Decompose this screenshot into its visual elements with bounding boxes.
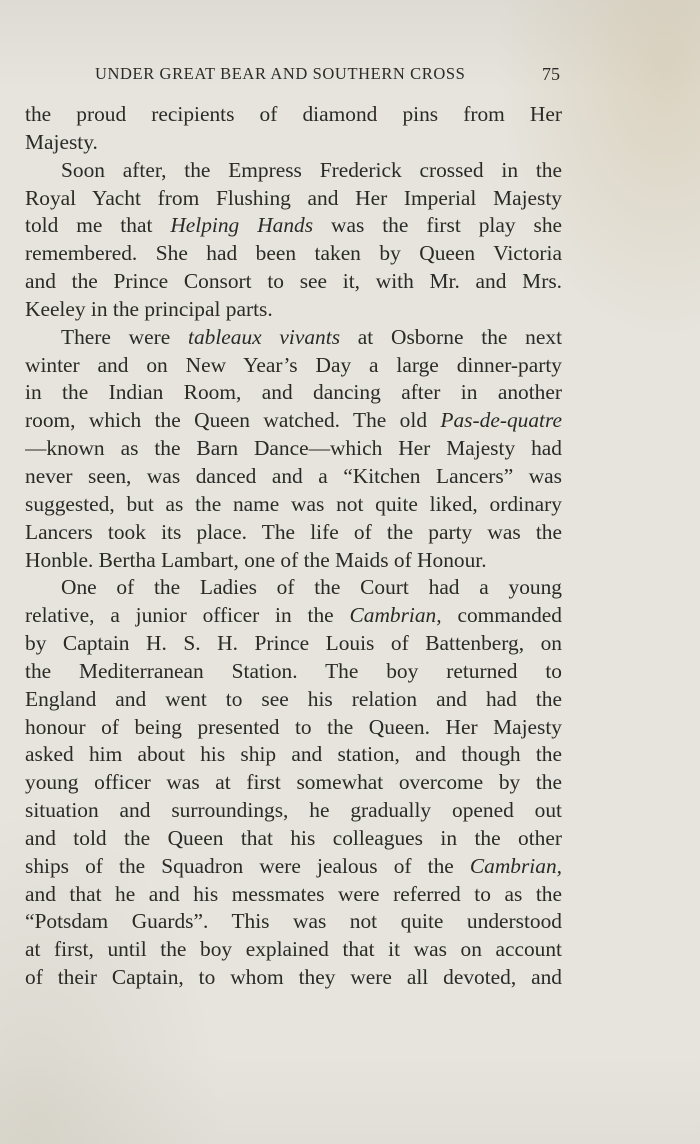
text-line xyxy=(25,463,562,491)
text-line xyxy=(25,714,562,742)
text-run: Honble. Bertha Lambart, one of the Maids of Honour. xyxy=(25,547,487,572)
text-line xyxy=(25,407,562,435)
text-run: relative, a junior officer in the xyxy=(25,603,350,628)
text-line xyxy=(25,853,562,881)
italic-text: Helping Hands xyxy=(170,213,314,238)
text-line xyxy=(25,964,562,992)
text-run: in the Indian Room, and dancing after in another xyxy=(25,380,562,405)
text-line xyxy=(25,630,562,658)
text-run: remembered. She had been taken by Queen Victoria xyxy=(25,241,562,266)
text-line xyxy=(25,240,562,268)
text-line xyxy=(25,435,562,463)
text-run: at first, until the boy explained that it was on account xyxy=(25,937,562,962)
text-line xyxy=(25,686,562,714)
text-line xyxy=(25,825,562,853)
text-line xyxy=(25,547,562,575)
text-run: was the first play she xyxy=(313,213,562,238)
text-run: Soon after, the Empress Frederick crossed in the xyxy=(61,157,562,182)
text-line xyxy=(25,212,562,240)
text-run: situation and surroundings, he gradually opened out xyxy=(25,798,562,823)
text-line xyxy=(25,157,562,185)
text-line xyxy=(25,519,562,547)
text-run: the Mediterranean Station. The boy returned to xyxy=(25,658,562,683)
text-line xyxy=(25,797,562,825)
text-line xyxy=(25,658,562,686)
text-run: young officer was at first somewhat overcome by the xyxy=(25,770,562,795)
text-run: One of the Ladies of the Court had a young xyxy=(61,575,562,600)
italic-text: tableaux vivants xyxy=(188,324,341,349)
text-run: England and went to see his relation and had the xyxy=(25,686,562,711)
text-line xyxy=(25,602,562,630)
text-run: and told the Queen that his colleagues in the other xyxy=(25,825,562,850)
text-run: by Captain H. S. H. Prince Louis of Battenberg, on xyxy=(25,631,562,656)
text-line xyxy=(25,296,562,324)
text-run: Majesty. xyxy=(25,129,98,154)
text-run: and the Prince Consort to see it, with Mr. and Mrs. xyxy=(25,269,562,294)
text-run: and that he and his messmates were referred to as the xyxy=(25,881,562,906)
text-run: Lancers took its place. The life of the party was the xyxy=(25,519,562,544)
text-line xyxy=(25,379,562,407)
text-run: suggested, but as the name was not quite liked, ordinary xyxy=(25,491,562,516)
text-line xyxy=(25,101,562,129)
text-line xyxy=(25,881,562,909)
text-line xyxy=(25,769,562,797)
text-line xyxy=(25,908,562,936)
running-head: UNDER GREAT BEAR AND SOUTHERN CROSS xyxy=(95,64,466,83)
text-run: told me that xyxy=(25,213,171,238)
text-line xyxy=(25,574,562,602)
text-line xyxy=(25,268,562,296)
text-line xyxy=(25,129,562,157)
text-run: never seen, was danced and a “Kitchen Lancers” was xyxy=(25,463,562,488)
text-line xyxy=(25,185,562,213)
body-text xyxy=(25,101,562,992)
italic-text: Pas-de-quatre xyxy=(440,408,562,433)
text-run: Keeley in the principal parts. xyxy=(25,296,273,321)
text-run: the proud recipients of diamond pins from Her xyxy=(25,102,562,126)
text-run: room, which the Queen watched. The old xyxy=(25,408,441,433)
italic-text: Cambrian, xyxy=(349,603,442,628)
text-line xyxy=(25,741,562,769)
text-run: “Potsdam Guards”. This was not quite understood xyxy=(25,909,562,934)
text-line xyxy=(25,352,562,380)
text-run: ships of the Squadron were jealous of the xyxy=(25,853,470,878)
text-line xyxy=(25,936,562,964)
text-run: commanded xyxy=(441,603,562,628)
text-run: Royal Yacht from Flushing and Her Imperial Majesty xyxy=(25,185,562,210)
page-number: 75 xyxy=(542,64,560,84)
text-run: asked him about his ship and station, and though the xyxy=(25,742,562,767)
text-run: at Osborne the next xyxy=(340,324,562,349)
italic-text: Cambrian, xyxy=(469,853,562,878)
text-run: winter and on New Year’s Day a large dinner-party xyxy=(25,352,562,377)
text-run: honour of being presented to the Queen. Her Majesty xyxy=(25,714,562,739)
text-run: —known as the Barn Dance—which Her Majesty had xyxy=(25,436,562,461)
text-line xyxy=(25,491,562,519)
text-run: There were xyxy=(61,324,188,349)
text-line xyxy=(25,324,562,352)
page-header xyxy=(95,64,560,90)
text-run: of their Captain, to whom they were all devoted, and xyxy=(25,965,562,990)
